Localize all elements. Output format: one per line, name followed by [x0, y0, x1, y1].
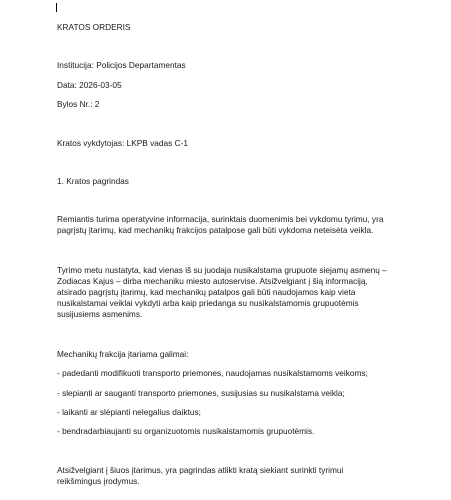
institution-line: Institucija: Policijos Departamentas: [57, 60, 186, 70]
date-line: Data: 2026-03-05: [57, 80, 122, 90]
list-item: - bendradarbiaujanti su organizuotomis nusikalstamomis grupuotėmis.: [57, 426, 315, 436]
section-heading: 1. Kratos pagrindas: [57, 176, 129, 186]
list-item: - laikanti ar slėpianti nelegalius daiktus;: [57, 407, 201, 417]
list-intro: Mechanikų frakcija įtariama galimai:: [57, 349, 189, 359]
paragraph-grounds: [57, 214, 402, 236]
paragraph-line: Remiantis turima operatyvine informacija, surinktais duomenimis bei vykdomu tyrimu, yra: [57, 214, 384, 224]
paragraph-line: Zodiacas Kajus – dirba mechaniku miesto autoservise. Atsižvelgiant į šią informaciją,: [57, 276, 368, 287]
paragraph-line: susijusiems asmenims.: [57, 309, 143, 320]
paragraph-line: nusikalstamai veiklai vykdyti arba kaip priedanga su nusikalstamomis grupuotėmis: [57, 298, 359, 309]
list-item: - padedanti modifikuoti transporto priemones, naudojamas nusikalstamoms veikoms;: [57, 368, 368, 378]
text-cursor: [56, 3, 57, 12]
paragraph-conclusion: [57, 465, 402, 487]
paragraph-line: atsirado pagrįstų įtarimų, kad mechanikų patalpos gali būti naudojamos kaip vieta: [57, 287, 356, 298]
list-item: - slepianti ar sauganti transporto priemones, susijusias su nusikalstama veikla;: [57, 388, 345, 398]
executor-line: Kratos vykdytojas: LKPB vadas C-1: [57, 138, 188, 148]
paragraph-investigation: [57, 265, 402, 320]
paragraph-line: Atsižvelgiant į šiuos įtarimus, yra pagrindas atlikti kratą siekiant surinkti tyrimui: [57, 465, 344, 475]
document-title: KRATOS ORDERIS: [57, 22, 131, 32]
case-number-line: Bylos Nr.: 2: [57, 99, 100, 109]
paragraph-line: pagrįstų įtarimų, kad mechanikų frakcijos patalpose gali būti vykdoma neteisėta veikla.: [57, 225, 374, 236]
paragraph-line: reikšmingus įrodymus.: [57, 476, 140, 487]
paragraph-line: Tyrimo metu nustatyta, kad vienas iš su juodaja nusikalstama grupuote siejamų asmenų –: [57, 265, 387, 275]
